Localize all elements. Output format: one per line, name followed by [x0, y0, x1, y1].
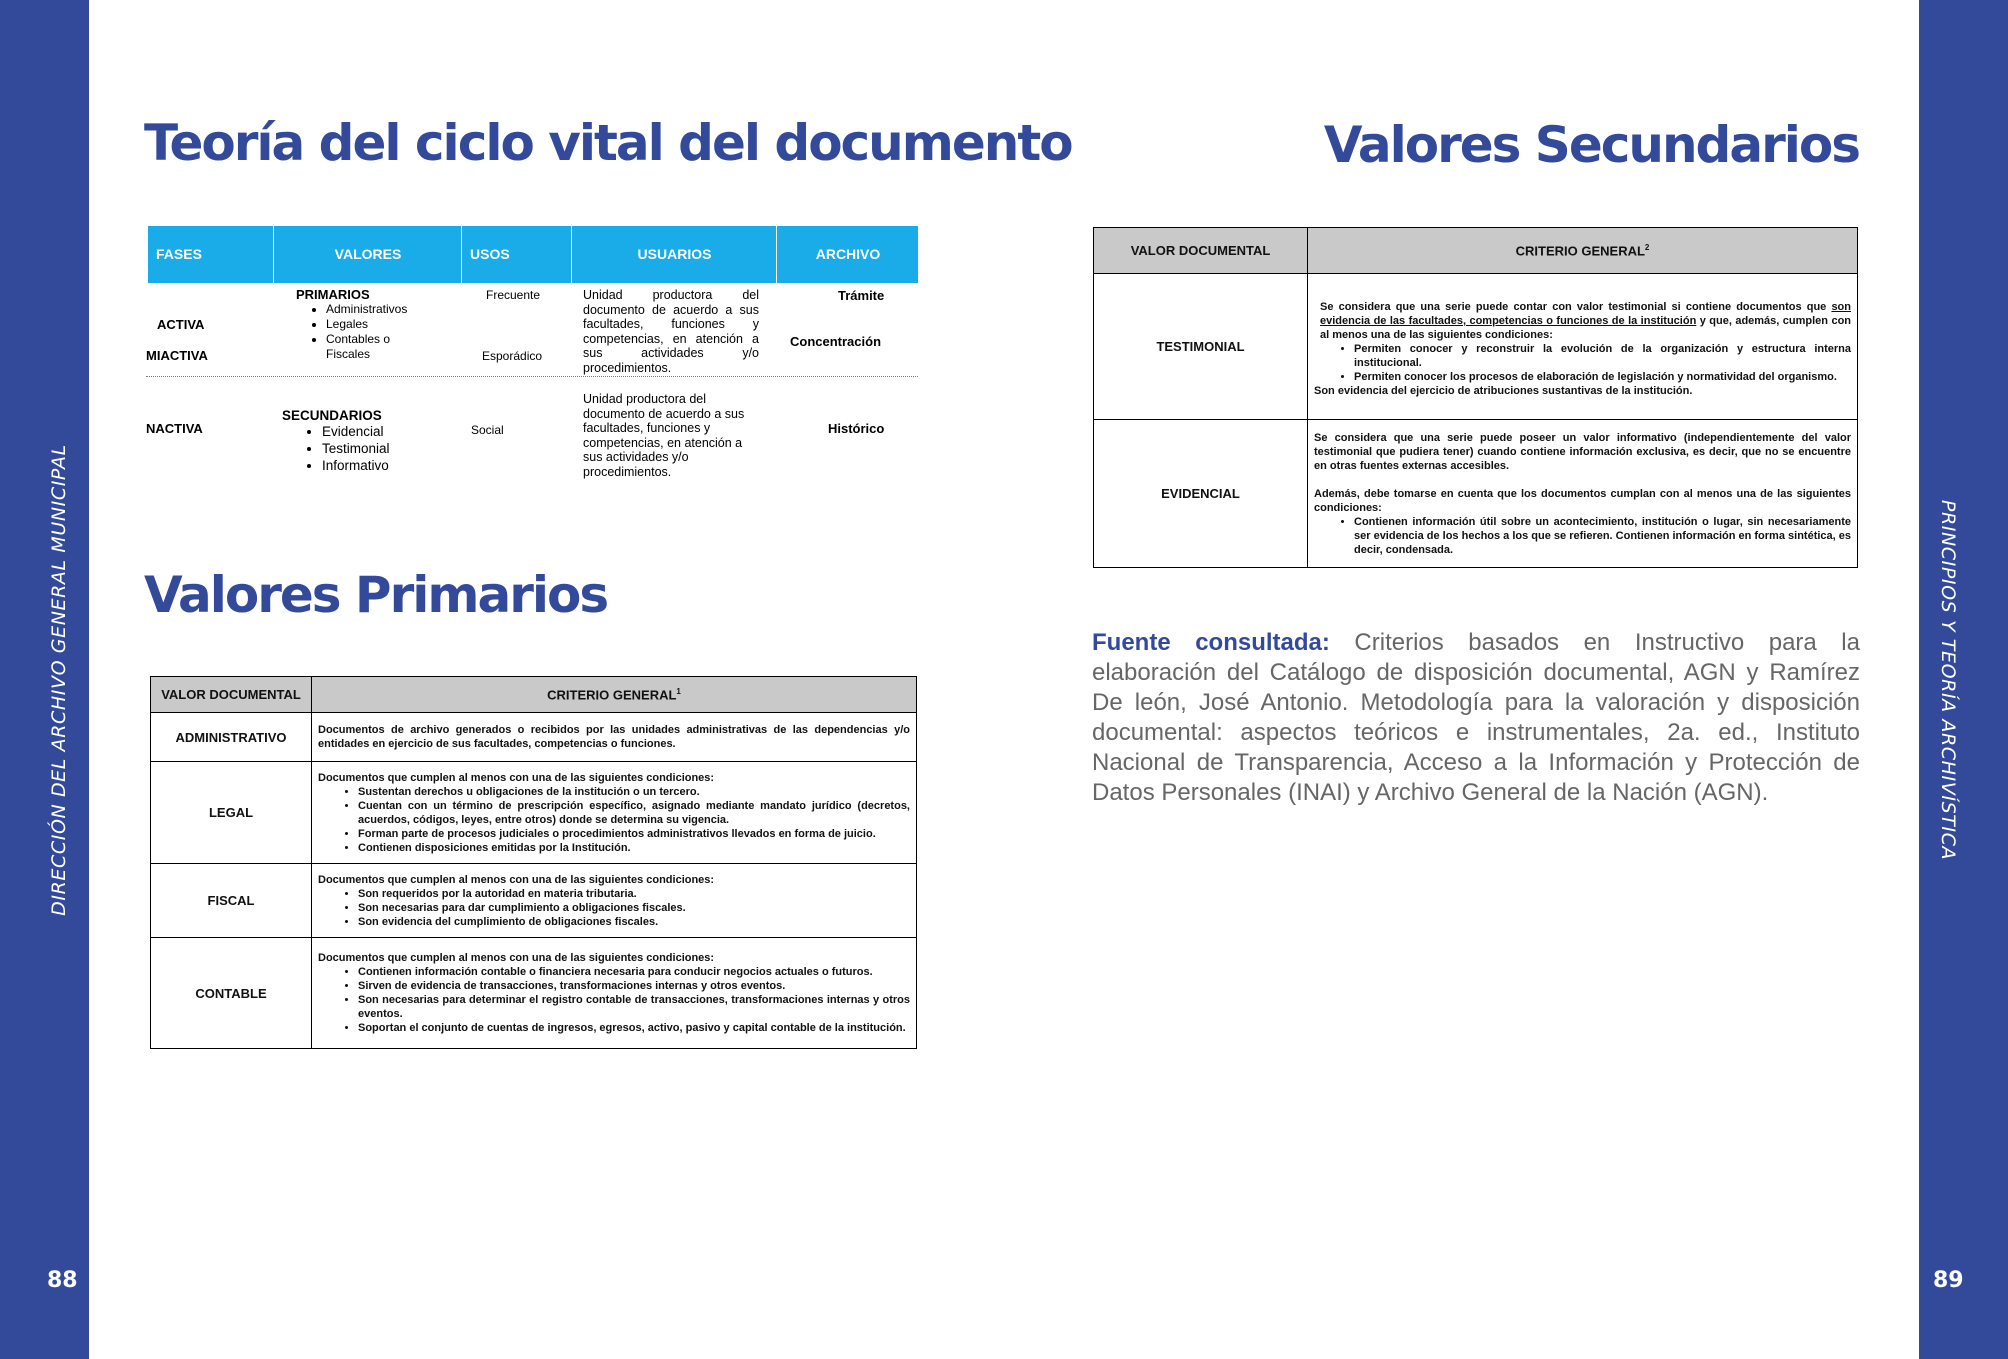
page-number-left: 88	[47, 1268, 78, 1293]
archivo-historico: Histórico	[828, 421, 885, 436]
uso-social: Social	[471, 423, 504, 437]
list-item: • Cuentan con un término de prescripción específico, asignado mediante mandato jurídico (decretos, acuerdos, códigos, leyes, entre otros) donde se determina su vigencia.	[358, 799, 910, 827]
row-intro: Documentos que cumplen al menos con una de las siguientes condiciones:	[318, 771, 715, 784]
list-item: • Sirven de evidencia de transacciones, transformaciones internas y otros eventos.	[358, 979, 910, 993]
row-paragraph: Se considera que una serie puede poseer un valor informativo (independientemente del valor testimonial que pudiera tener) cuando contiene información exclusiva, es decir, que no se encuentre en otras fuentes externas accesibles.	[1314, 431, 1851, 472]
list-item: • Son evidencia del cumplimiento de obligaciones fiscales.	[358, 915, 910, 929]
phase-semiactiva: MIACTIVA	[146, 348, 208, 363]
footnote-marker: 1	[676, 686, 681, 696]
row-divider	[146, 376, 918, 377]
header-fases: FASES	[156, 246, 202, 262]
header-valores: VALORES	[273, 226, 462, 283]
list-item: • Contienen disposiciones emitidas por la Institución.	[358, 841, 910, 855]
fuente-label: Fuente consultada:	[1092, 629, 1330, 656]
table-row	[1094, 420, 1858, 568]
header-usos: USOS	[461, 226, 571, 283]
conditions-list	[318, 965, 910, 1035]
row-desc-evidencial	[1308, 420, 1858, 568]
title-ciclo-vital: Teoría del ciclo vital del documento	[144, 114, 1072, 172]
col-criterio-general	[312, 677, 917, 713]
ciclo-header-row	[148, 226, 918, 283]
list-item: • Contables o Fiscales	[326, 332, 416, 362]
row-label-evidencial: EVIDENCIAL	[1094, 420, 1308, 568]
phase-inactiva: NACTIVA	[146, 421, 203, 436]
table-row	[151, 938, 917, 1049]
conditions-list	[318, 785, 910, 855]
right-side-band	[1919, 0, 2008, 1359]
list-item: • Son necesarias para determinar el registro contable de transacciones, transformaciones internas y otros eventos.	[358, 993, 910, 1021]
page-number-right: 89	[1933, 1268, 1964, 1293]
row-intro	[1314, 300, 1851, 342]
archivo-tramite: Trámite	[838, 288, 885, 303]
list-item: • Contienen información contable o financiera necesaria para conducir negocios actuales o futuros.	[358, 965, 910, 979]
valores-primarios-cell	[296, 287, 416, 362]
criterio-label: CRITERIO GENERAL	[547, 687, 677, 703]
primarios-list	[296, 302, 416, 362]
row-label-contable: CONTABLE	[151, 938, 312, 1049]
intro-text: Se considera que una serie puede contar con valor testimonial si contiene documentos que	[1320, 300, 1832, 313]
archivo-concentracion: Concentración	[790, 334, 882, 349]
valores-primarios-table	[150, 676, 917, 1049]
criterio-label: CRITERIO GENERAL	[1515, 243, 1645, 259]
table-header-row	[151, 677, 917, 713]
valores-secundarios-table	[1093, 227, 1858, 568]
row-desc-contable	[312, 938, 917, 1049]
col-valor-documental: VALOR DOCUMENTAL	[151, 677, 312, 713]
list-item: • Son requeridos por la autoridad en materia tributaria.	[358, 887, 910, 901]
row-intro: Documentos que cumplen al menos con una de las siguientes condiciones:	[318, 952, 715, 964]
uso-frecuente: Frecuente	[486, 288, 541, 302]
primarios-title: PRIMARIOS	[296, 287, 370, 302]
table-row	[151, 713, 917, 762]
fuente-text: Criterios basados en Instructivo para la elaboración del Catálogo de disposición documental, AGN y Ramírez De león, José Antonio. Metodología para la valoración y disposición documental: aspectos teóricos e instrumentales, 2a. ed., Instituto Nacional de Transparencia, Acceso a la Información y Protección de Datos Personales (INAI) y Archivo General de la Nación (AGN).	[1092, 629, 1860, 806]
col-valor-documental: VALOR DOCUMENTAL	[1094, 228, 1308, 274]
table-row	[151, 864, 917, 938]
list-item: • Permiten conocer los procesos de elaboración de legislación y normatividad del organismo.	[1354, 370, 1851, 384]
row-label-testimonial: TESTIMONIAL	[1094, 274, 1308, 420]
list-item: • Contienen información útil sobre un acontecimiento, institución o lugar, sin necesariamente ser evidencia de los hechos a los que se refieren. Contienen información en forma sintética, es decir, condensada.	[1354, 515, 1851, 557]
list-item: • Forman parte de procesos judiciales o procedimientos administrativos llevados en forma de juicio.	[358, 827, 910, 841]
secundarios-list	[282, 423, 390, 474]
left-side-band	[0, 0, 89, 1359]
list-item: • Testimonial	[322, 440, 390, 457]
col-criterio-general	[1308, 228, 1858, 274]
usuarios-cell-1: Unidad productora del documento de acuerdo a sus facultades, funciones y competencias, en atención a sus actividades y/o procedimientos.	[583, 288, 759, 375]
valores-secundarios-cell	[282, 408, 390, 474]
intro-underlined: son evidencia de las facultades, competencias o funciones de la institución	[1320, 300, 1851, 327]
uso-esporadico: Esporádico	[482, 349, 543, 363]
row-outro: Son evidencia del ejercicio de atribuciones sustantivas de la institución.	[1314, 384, 1693, 397]
table-row	[151, 762, 917, 864]
secundarios-title: SECUNDARIOS	[282, 408, 382, 423]
intro-text: y que, además, cumplen con al menos una de las siguientes condiciones:	[1320, 314, 1852, 341]
list-item: • Administrativos	[326, 302, 416, 317]
left-side-text: DIRECCIÓN DEL ARCHIVO GENERAL MUNICIPAL	[48, 444, 70, 916]
row-desc-legal	[312, 762, 917, 864]
list-item: • Soportan el conjunto de cuentas de ingresos, egresos, activo, pasivo y capital contable de la institución.	[358, 1021, 910, 1035]
list-item: • Son necesarias para dar cumplimiento a obligaciones fiscales.	[358, 901, 910, 915]
list-item: • Permiten conocer y reconstruir la evolución de la organización y estructura interna institucional.	[1354, 342, 1851, 370]
footnote-marker: 2	[1644, 242, 1650, 252]
table-header-row	[1094, 228, 1858, 274]
title-valores-primarios: Valores Primarios	[144, 566, 608, 624]
list-item: • Legales	[326, 317, 416, 332]
usuarios-cell-2: Unidad productora del documento de acuerdo a sus facultades, funciones y competencias, en atención a sus actividades y/o procedimientos.	[583, 392, 745, 479]
row-desc-fiscal	[312, 864, 917, 938]
row-intro: Documentos que cumplen al menos con una de las siguientes condiciones:	[318, 873, 715, 886]
phase-activa: ACTIVA	[157, 317, 205, 332]
row-paragraph: Además, debe tomarse en cuenta que los documentos cumplan con al menos una de las siguientes condiciones:	[1314, 487, 1851, 514]
header-archivo: ARCHIVO	[776, 226, 919, 283]
row-label-fiscal: FISCAL	[151, 864, 312, 938]
row-desc-testimonial	[1308, 274, 1858, 420]
ciclo-vital-table	[146, 226, 918, 506]
table-row	[1094, 274, 1858, 420]
list-item: • Informativo	[322, 457, 390, 474]
row-intro: Documentos de archivo generados o recibidos por las unidades administrativas de las dependencias y/o entidades en ejercicio de sus facultades, competencias o funciones.	[318, 724, 910, 750]
conditions-list	[318, 887, 910, 929]
title-valores-secundarios: Valores Secundarios	[1323, 116, 1859, 174]
header-usuarios: USUARIOS	[571, 226, 777, 283]
row-desc-administrativo	[312, 713, 917, 762]
fuente-consultada	[1092, 628, 1860, 808]
conditions-list	[1314, 515, 1851, 557]
list-item: • Evidencial	[322, 423, 390, 440]
conditions-list	[1314, 342, 1851, 384]
right-side-text: PRINCIPIOS Y TEORÍA ARCHIVÍSTICA	[1937, 499, 1959, 861]
row-label-administrativo: ADMINISTRATIVO	[151, 713, 312, 762]
list-item: • Sustentan derechos u obligaciones de la institución o un tercero.	[358, 785, 910, 799]
row-label-legal: LEGAL	[151, 762, 312, 864]
